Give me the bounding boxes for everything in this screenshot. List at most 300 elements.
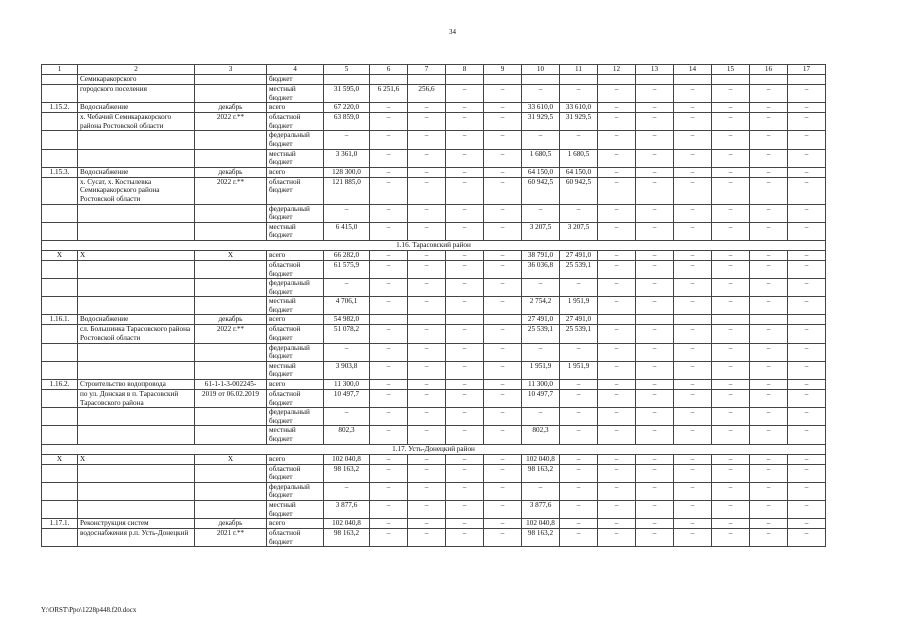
item-number-cell [42,149,78,167]
item-number-cell: Х [42,454,78,464]
amount-cell [522,75,560,85]
table-row [42,380,826,390]
amount-cell: – [484,464,522,482]
item-number-cell [42,500,78,518]
object-name-cell [78,222,195,240]
amount-cell: – [750,482,788,500]
funding-source-cell: федеральный бюджет [267,279,324,297]
table-row [42,149,826,167]
amount-cell: 3 207,5 [560,222,598,240]
funding-source-cell: местный бюджет [267,361,324,379]
amount-cell: – [560,279,598,297]
amount-cell: – [408,454,446,464]
object-name-cell [78,408,195,426]
amount-cell: – [446,222,484,240]
amount-cell: – [788,167,826,177]
amount-cell: – [446,250,484,260]
table-row [42,222,826,240]
amount-cell: – [712,113,750,131]
amount-cell: – [750,149,788,167]
amount-cell: – [788,113,826,131]
table-row [42,177,826,204]
item-number-cell [42,279,78,297]
column-number-cell: 8 [446,65,484,75]
amount-cell: – [674,279,712,297]
section-heading-row [42,240,826,250]
amount-cell: – [750,529,788,547]
amount-cell: – [324,408,370,426]
deadline-cell [195,297,267,315]
section-title: 1.16. Тарасовский район [42,240,826,250]
amount-cell: – [598,85,636,103]
amount-cell: – [408,500,446,518]
deadline-cell [195,343,267,361]
item-number-cell [42,85,78,103]
amount-cell: – [370,500,408,518]
amount-cell: – [712,464,750,482]
amount-cell: – [484,149,522,167]
amount-cell: – [750,204,788,222]
funding-source-cell: федеральный бюджет [267,343,324,361]
amount-cell [712,75,750,85]
object-name-cell [78,260,195,278]
amount-cell: – [598,250,636,260]
amount-cell: 98 163,2 [522,529,560,547]
amount-cell: – [370,529,408,547]
item-number-cell [42,529,78,547]
table-row [42,131,826,149]
amount-cell: – [788,519,826,529]
amount-cell: – [522,408,560,426]
amount-cell [446,315,484,325]
deadline-cell: декабрь [195,167,267,177]
amount-cell: – [674,464,712,482]
amount-cell: 60 942,5 [522,177,560,204]
funding-source-cell: областной бюджет [267,260,324,278]
amount-cell: – [560,85,598,103]
amount-cell: 128 300,0 [324,167,370,177]
amount-cell: – [370,325,408,343]
page-number: 34 [449,28,456,36]
amount-cell: – [788,390,826,408]
amount-cell: 61 575,9 [324,260,370,278]
amount-cell: – [370,260,408,278]
amount-cell: – [712,529,750,547]
amount-cell: – [750,85,788,103]
object-name-cell: Водоснабжение [78,167,195,177]
amount-cell: – [598,500,636,518]
amount-cell: – [636,297,674,315]
amount-cell: – [370,222,408,240]
object-name-cell [78,500,195,518]
amount-cell: – [446,454,484,464]
amount-cell: 121 885,0 [324,177,370,204]
amount-cell: – [370,167,408,177]
amount-cell: – [484,250,522,260]
amount-cell: – [560,131,598,149]
deadline-cell [195,279,267,297]
amount-cell: – [598,519,636,529]
amount-cell: – [636,529,674,547]
amount-cell: – [788,297,826,315]
amount-cell: 27 491,0 [560,250,598,260]
amount-cell: – [446,361,484,379]
amount-cell: 25 539,1 [560,325,598,343]
object-name-cell: сл. Большинка Тарасовского района Ростовской области [78,325,195,343]
amount-cell: – [788,325,826,343]
amount-cell: – [484,325,522,343]
amount-cell: – [484,297,522,315]
amount-cell: – [560,519,598,529]
amount-cell: – [712,250,750,260]
deadline-cell [195,204,267,222]
amount-cell: 98 163,2 [324,529,370,547]
amount-cell: – [788,177,826,204]
amount-cell: – [598,260,636,278]
amount-cell: – [788,279,826,297]
amount-cell: 11 300,0 [522,380,560,390]
amount-cell: 67 220,0 [324,103,370,113]
amount-cell: – [446,103,484,113]
amount-cell: – [788,343,826,361]
amount-cell: – [598,408,636,426]
amount-cell: – [788,408,826,426]
item-number-cell [42,204,78,222]
amount-cell: – [712,103,750,113]
column-number-cell: 4 [267,65,324,75]
object-name-cell: Х [78,454,195,464]
amount-cell: – [674,260,712,278]
amount-cell: – [750,222,788,240]
amount-cell: – [636,131,674,149]
amount-cell [750,315,788,325]
funding-source-cell: всего [267,519,324,529]
amount-cell: – [484,113,522,131]
amount-cell: 3 877,6 [324,500,370,518]
amount-cell: 102 040,8 [324,454,370,464]
amount-cell: – [408,529,446,547]
amount-cell: – [674,131,712,149]
amount-cell: – [712,361,750,379]
amount-cell: – [484,222,522,240]
table-row [42,529,826,547]
amount-cell: – [636,482,674,500]
amount-cell: – [788,361,826,379]
item-number-cell [42,343,78,361]
amount-cell [484,315,522,325]
amount-cell: – [370,482,408,500]
amount-cell: – [750,167,788,177]
item-number-cell [42,75,78,85]
amount-cell: – [484,500,522,518]
amount-cell [674,315,712,325]
object-name-cell: Реконструкция систем [78,519,195,529]
deadline-cell [195,500,267,518]
amount-cell: – [750,390,788,408]
amount-cell: – [484,279,522,297]
amount-cell: – [712,204,750,222]
column-number-cell: 11 [560,65,598,75]
item-number-cell [42,113,78,131]
amount-cell: – [750,131,788,149]
amount-cell [750,75,788,85]
item-number-cell: 1.17.1. [42,519,78,529]
item-number-cell [42,361,78,379]
amount-cell: 3 207,5 [522,222,560,240]
amount-cell [370,75,408,85]
amount-cell: – [674,390,712,408]
amount-cell [408,75,446,85]
item-number-cell [42,426,78,444]
amount-cell: – [750,454,788,464]
funding-source-cell: федеральный бюджет [267,482,324,500]
amount-cell: – [636,250,674,260]
amount-cell [598,315,636,325]
file-path-footer: Y:\ORST\Ppo\1228p448.f20.docx [41,606,137,614]
object-name-cell [78,482,195,500]
deadline-cell [195,149,267,167]
deadline-cell [195,222,267,240]
object-name-cell: Водоснабжение [78,315,195,325]
amount-cell [484,75,522,85]
column-number-cell: 16 [750,65,788,75]
amount-cell: – [598,279,636,297]
amount-cell: – [788,529,826,547]
object-name-cell: водоснабжения р.п. Усть-Донецкий [78,529,195,547]
amount-cell: – [750,325,788,343]
amount-cell: – [674,149,712,167]
amount-cell: – [560,482,598,500]
amount-cell: – [750,103,788,113]
amount-cell: – [446,380,484,390]
amount-cell: – [484,390,522,408]
amount-cell: – [636,85,674,103]
deadline-cell: Х [195,250,267,260]
amount-cell: – [598,380,636,390]
amount-cell: – [788,222,826,240]
amount-cell: 10 497,7 [324,390,370,408]
funding-source-cell: местный бюджет [267,85,324,103]
object-name-cell: Семикаракорского [78,75,195,85]
funding-source-cell: областной бюджет [267,177,324,204]
amount-cell: – [408,464,446,482]
amount-cell: – [324,482,370,500]
amount-cell: – [636,361,674,379]
amount-cell: – [636,380,674,390]
amount-cell: – [788,103,826,113]
amount-cell: 33 610,0 [522,103,560,113]
amount-cell: 102 040,8 [522,454,560,464]
amount-cell: – [712,177,750,204]
funding-source-cell: местный бюджет [267,500,324,518]
amount-cell: – [408,177,446,204]
amount-cell: 3 903,8 [324,361,370,379]
amount-cell: 1 951,9 [560,297,598,315]
amount-cell: – [788,85,826,103]
amount-cell: – [408,250,446,260]
funding-source-cell: областной бюджет [267,529,324,547]
amount-cell: 256,6 [408,85,446,103]
object-name-cell [78,131,195,149]
object-name-cell [78,361,195,379]
amount-cell: – [446,426,484,444]
item-number-cell [42,222,78,240]
amount-cell: – [674,519,712,529]
amount-cell: – [674,177,712,204]
amount-cell: – [712,260,750,278]
amount-cell: – [446,297,484,315]
amount-cell: – [712,85,750,103]
amount-cell: 1 951,9 [522,361,560,379]
amount-cell: – [788,454,826,464]
amount-cell: 63 859,0 [324,113,370,131]
amount-cell: – [408,343,446,361]
item-number-cell [42,325,78,343]
column-number-cell: 6 [370,65,408,75]
item-number-cell [42,408,78,426]
amount-cell: – [370,426,408,444]
amount-cell: 3 361,0 [324,149,370,167]
funding-source-cell: областной бюджет [267,464,324,482]
amount-cell: – [750,426,788,444]
amount-cell: 6 415,0 [324,222,370,240]
amount-cell: – [636,222,674,240]
amount-cell: – [636,204,674,222]
amount-cell: – [712,519,750,529]
amount-cell: – [484,103,522,113]
amount-cell: – [446,177,484,204]
amount-cell: – [560,426,598,444]
amount-cell: 31 929,5 [560,113,598,131]
amount-cell: – [446,113,484,131]
amount-cell: – [484,380,522,390]
amount-cell: 25 539,1 [522,325,560,343]
table-row [42,464,826,482]
table-row [42,408,826,426]
item-number-cell: 1.15.2. [42,103,78,113]
amount-cell: – [408,167,446,177]
deadline-cell [195,426,267,444]
table-row [42,390,826,408]
amount-cell: – [370,390,408,408]
amount-cell: – [446,500,484,518]
amount-cell: – [674,297,712,315]
amount-cell: – [712,279,750,297]
object-name-cell: Строительство водопровода [78,380,195,390]
amount-cell: – [636,325,674,343]
amount-cell: – [712,131,750,149]
amount-cell: – [446,390,484,408]
amount-cell: – [750,380,788,390]
funding-source-cell: местный бюджет [267,222,324,240]
amount-cell: – [750,361,788,379]
amount-cell: – [750,343,788,361]
amount-cell: – [636,408,674,426]
amount-cell: – [446,529,484,547]
amount-cell: – [560,390,598,408]
table-row [42,482,826,500]
amount-cell [408,315,446,325]
amount-cell: – [484,85,522,103]
funding-source-cell: всего [267,315,324,325]
table-row [42,113,826,131]
deadline-cell: декабрь [195,315,267,325]
amount-cell: – [674,167,712,177]
amount-cell: – [636,454,674,464]
table-row [42,297,826,315]
amount-cell: – [788,149,826,167]
amount-cell: 98 163,2 [522,464,560,482]
amount-cell: – [370,131,408,149]
table-row [42,279,826,297]
amount-cell: 6 251,6 [370,85,408,103]
funding-source-cell: областной бюджет [267,113,324,131]
amount-cell: – [446,482,484,500]
funding-source-cell: местный бюджет [267,149,324,167]
amount-cell: – [408,426,446,444]
amount-cell: – [674,361,712,379]
object-name-cell [78,464,195,482]
funding-source-cell: всего [267,167,324,177]
item-number-cell [42,260,78,278]
amount-cell: 38 791,0 [522,250,560,260]
funding-source-cell: федеральный бюджет [267,408,324,426]
amount-cell: – [370,177,408,204]
amount-cell [370,315,408,325]
amount-cell: 98 163,2 [324,464,370,482]
amount-cell: – [712,500,750,518]
amount-cell: – [408,222,446,240]
deadline-cell: 61-1-1-3-002245- [195,380,267,390]
amount-cell: – [446,204,484,222]
amount-cell: – [598,529,636,547]
deadline-cell: декабрь [195,519,267,529]
amount-cell: 802,3 [324,426,370,444]
amount-cell: – [750,113,788,131]
amount-cell: 54 982,0 [324,315,370,325]
amount-cell: – [408,408,446,426]
amount-cell: – [636,519,674,529]
amount-cell: – [674,500,712,518]
amount-cell: – [522,131,560,149]
amount-cell: – [598,297,636,315]
amount-cell: – [788,380,826,390]
table-row [42,250,826,260]
object-name-cell [78,297,195,315]
amount-cell: – [446,464,484,482]
amount-cell: – [598,361,636,379]
amount-cell: – [788,250,826,260]
funding-source-cell: местный бюджет [267,426,324,444]
budget-table [41,64,826,547]
funding-source-cell: всего [267,454,324,464]
amount-cell: – [484,361,522,379]
amount-cell: – [674,343,712,361]
amount-cell: – [598,204,636,222]
deadline-cell: Х [195,454,267,464]
amount-cell: – [408,361,446,379]
amount-cell: – [522,343,560,361]
amount-cell: 1 680,5 [522,149,560,167]
funding-source-cell: местный бюджет [267,297,324,315]
amount-cell: – [560,454,598,464]
amount-cell: 3 877,6 [522,500,560,518]
amount-cell: – [598,464,636,482]
amount-cell: – [712,408,750,426]
amount-cell: – [484,204,522,222]
amount-cell: – [484,131,522,149]
amount-cell: – [636,149,674,167]
